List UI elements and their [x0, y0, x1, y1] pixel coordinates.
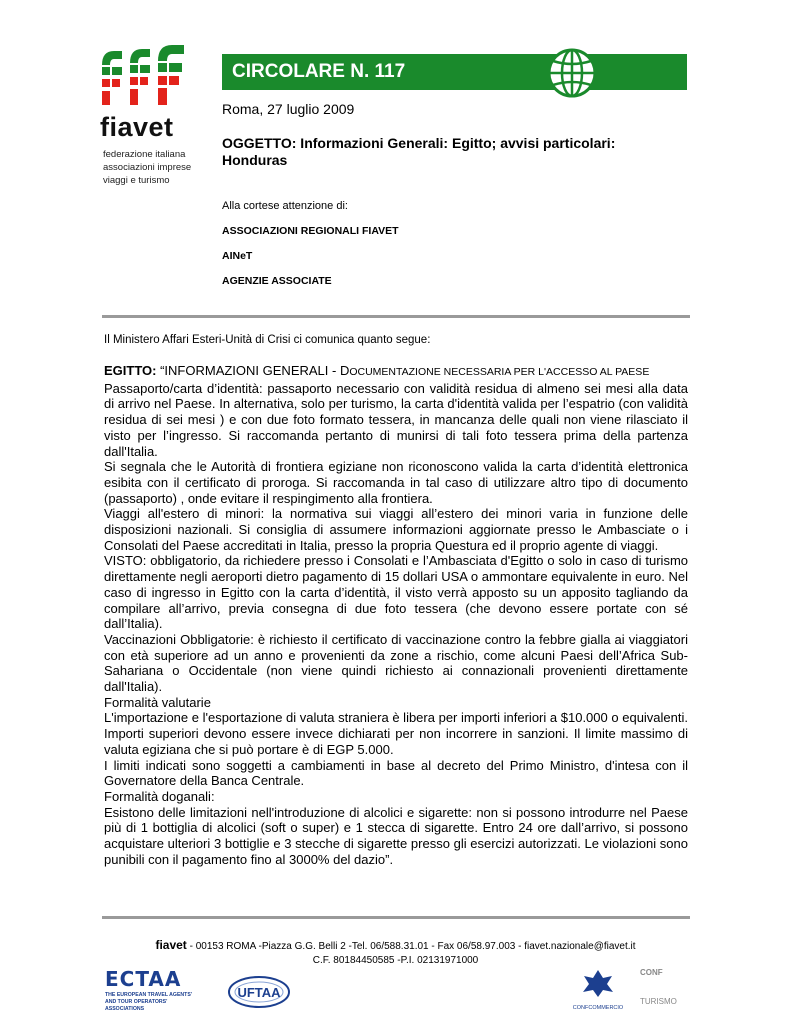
- recipient: AINeT: [222, 250, 253, 262]
- confcommercio-emblem: [581, 968, 615, 998]
- paragraph: Passaporto/carta d’identità: passaporto necessario con validità residua di almeno sei mesi alla data di arrivo nel Paese. In alternativa, solo per turismo, la carta d'identità valida per l’espatrio (con validità residua di sei mesi ) e con due foto formato tessera, in mancanza delle quali non viene rilasciato il visto per l’ingresso. Si raccomanda pertanto di munirsi di tali foto tessera prima della partenza dall'Italia.: [104, 380, 688, 459]
- divider: [102, 916, 690, 919]
- ectaa-subtitle-line: THE EUROPEAN TRAVEL AGENTS': [105, 992, 193, 998]
- paragraph: Formalità valutarie: [104, 694, 211, 710]
- section-subtitle: OCUMENTAZIONE NECESSARIA PER L'ACCESSO AL PAESE: [349, 366, 650, 378]
- paragraph: I limiti indicati sono soggetti a cambiamenti in base al decreto del Primo Ministro, d'intesa con il Governatore della Banca Centrale.: [104, 757, 688, 789]
- document-body: [104, 363, 688, 868]
- intro-text: Il Ministero Affari Esteri-Unità di Crisi ci comunica quanto segue:: [104, 334, 431, 346]
- section-heading: [104, 363, 688, 381]
- footer-address: - 00153 ROMA -Piazza G.G. Belli 2 -Tel. 06/588.31.01 - Fax 06/58.97.003 - fiavet.nazionale@fiavet.it: [186, 941, 636, 952]
- tagline-line: viaggi e turismo: [103, 175, 170, 186]
- country-label: EGITTO:: [104, 363, 157, 378]
- ectaa-name: ECTAA: [105, 967, 182, 991]
- tagline-line: associazioni imprese: [103, 162, 192, 173]
- paragraph: Esistono delle limitazioni nell'introduzione di alcolici e sigarette: non si possono introdurre nel Paese più di 1 bottiglia di alcolici (soft o super) e 1 stecca di sigarette. Entro 24 ore dall’arrivo, si possono acquistare ulteriori 3 bottiglie e 3 stecche di sigarette presso gli esercizi autorizzati. Le violazioni sono punibili con il pagamento fino al 3000% del dazio”.: [104, 804, 688, 867]
- conf-turismo-logo: [640, 968, 690, 1012]
- footer-codes: C.F. 80184450585 -P.I. 02131971000: [312, 955, 479, 966]
- confcommercio-logo: [570, 968, 626, 1012]
- confcommercio-name: CONFCOMMERCIO: [572, 1005, 624, 1011]
- section-title: “INFORMAZIONI GENERALI -: [156, 363, 340, 378]
- ectaa-logo: [105, 968, 205, 1014]
- recipient: AGENZIE ASSOCIATE: [222, 275, 332, 287]
- section-subtitle-initial: D: [339, 363, 350, 378]
- paragraph: VISTO: obbligatorio, da richiedere presso i Consolati e l’Ambasciata d'Egitto o solo in caso di turismo direttamente negli aeroporti dietro pagamento di 15 dollari USA o ammontare equivalente in euro. Nel caso di ingresso in Egitto con la carta d’identità, il visto verrà apposto su un apposito tagliando da compilare all’arrivo, previa consegna di due foto tessera (che devono essere portate con sé dall’Italia).: [104, 553, 688, 632]
- globe-icon: [546, 47, 598, 99]
- recipient: ASSOCIAZIONI REGIONALI FIAVET: [222, 225, 399, 237]
- brand-tagline: [103, 148, 191, 187]
- paragraph: Vaccinazioni Obbligatorie: è richiesto il certificato di vaccinazione contro la febbre gialla ai viaggiatori con età superiore ad un anno e provenienti da zone a rischio, come alcuni Paesi dell’Africa Sub-Sahariana o Occidentale (non viene quindi richiesto ai connazionali provenienti direttamente dall'Italia).: [104, 631, 688, 695]
- document-subject: OGGETTO: Informazioni Generali: Egitto; avvisi particolari: Honduras: [222, 135, 616, 168]
- turismo-label: TURISMO: [640, 997, 677, 1006]
- circular-title: CIRCOLARE N. 117: [222, 54, 687, 90]
- document-date: Roma, 27 luglio 2009: [222, 101, 355, 117]
- tagline-line: federazione italiana: [103, 149, 186, 160]
- uftaa-name: UFTAA: [237, 985, 281, 1000]
- attention-label: Alla cortese attenzione di:: [222, 200, 348, 212]
- paragraph: Formalità doganali:: [104, 788, 215, 804]
- paragraph: L'importazione e l'esportazione di valuta straniera è libera per importi inferiori a $10.000 o equivalenti. Importi superiori devono essere invece dichiarati per non incorrere in sanzioni. Il limite massimo di valuta egiziana che si può portare è di EGP 5.000.: [104, 710, 688, 757]
- brand-name: fiavet: [100, 112, 174, 142]
- ectaa-subtitle-line: AND TOUR OPERATORS' ASSOCIATIONS: [105, 999, 168, 1012]
- paragraph: Si segnala che le Autorità di frontiera egiziane non riconoscono valida la carta d’identità elettronica esibita con il certificato di proroga. Si raccomanda in tal caso di utilizzare altro tipo di documento (passaporto) , onde evitare il respingimento alla frontiera.: [104, 459, 688, 506]
- fiavet-logo: [100, 45, 186, 107]
- footer: [0, 938, 791, 968]
- conf-label: CONF: [640, 968, 663, 977]
- divider: [102, 315, 690, 318]
- footer-address-line: [0, 938, 791, 954]
- paragraph: Viaggi all'estero di minori: la normativa sui viaggi all’estero dei minori varia in funzione delle disposizioni nazionali. Si consiglia di assumere informazioni aggiornate presso le Ambasciate o i Consolati del Paese accreditati in Italia, presso la propria Questura ed il proprio agente di viaggi.: [104, 506, 688, 553]
- ectaa-subtitle: [105, 992, 205, 1013]
- uftaa-logo: [227, 975, 291, 1009]
- footer-brand: fiavet: [155, 938, 187, 952]
